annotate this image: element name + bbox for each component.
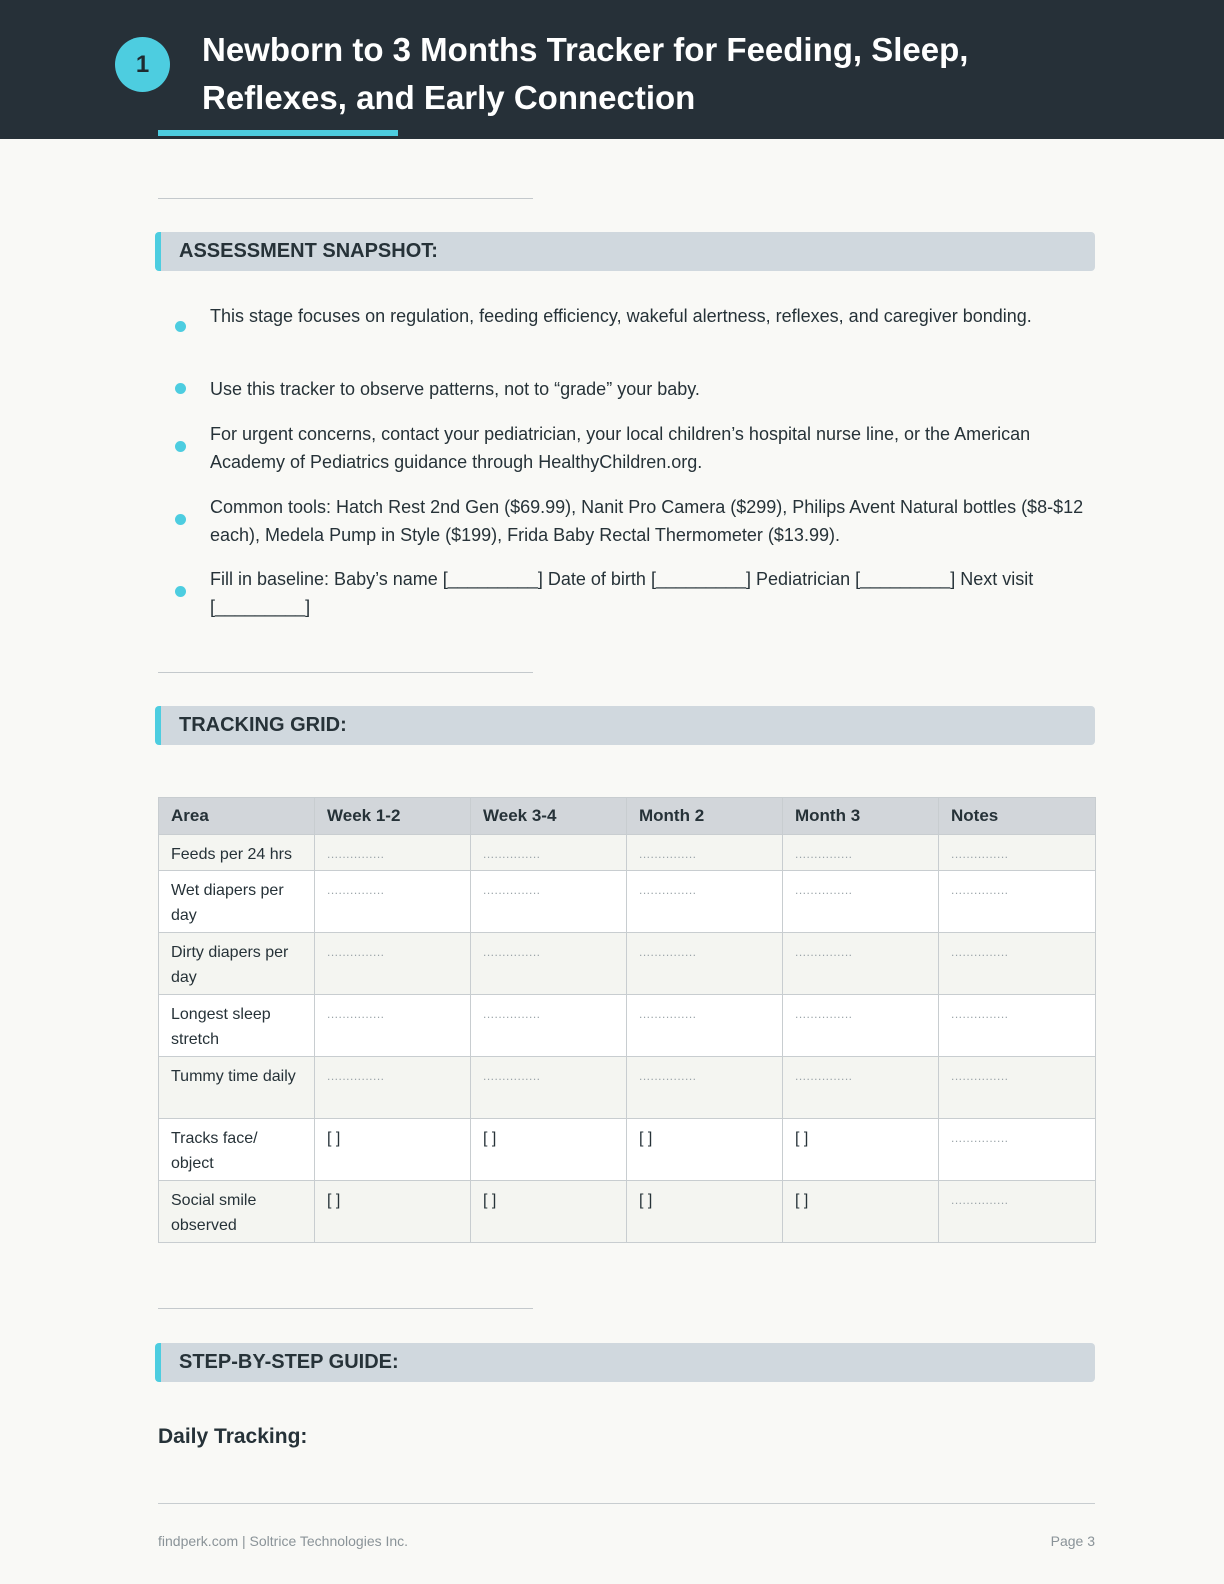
section-heading-snapshot: ASSESSMENT SNAPSHOT:	[155, 232, 1095, 271]
fill-in-cell[interactable]: ...............	[783, 835, 939, 871]
table-row	[159, 1181, 1096, 1243]
notes-cell[interactable]: ...............	[939, 995, 1096, 1057]
list-item: Fill in baseline: Baby’s name [_________] Date of birth [_________] Pediatrician [_________] Next visit [_________]	[210, 569, 1034, 617]
column-header-month-2: Month 2	[627, 798, 783, 835]
section-heading-tracking-grid: TRACKING GRID:	[155, 706, 1095, 745]
fill-in-cell[interactable]: ...............	[783, 995, 939, 1057]
row-label: Dirty diapers per day	[159, 933, 315, 995]
list-item: This stage focuses on regulation, feeding efficiency, wakeful alertness, reflexes, and caregiver bonding.	[210, 306, 1032, 326]
notes-cell[interactable]: ...............	[939, 1119, 1096, 1181]
title-accent-underline	[158, 130, 398, 136]
fill-in-cell[interactable]: ...............	[471, 835, 627, 871]
checkbox-cell[interactable]: [ ]	[783, 1119, 939, 1181]
notes-cell[interactable]: ...............	[939, 871, 1096, 933]
notes-cell[interactable]: ...............	[939, 835, 1096, 871]
column-header-week-1-2: Week 1-2	[315, 798, 471, 835]
fill-in-cell[interactable]: ...............	[783, 1057, 939, 1119]
table-row	[159, 995, 1096, 1057]
row-label: Social smile observed	[159, 1181, 315, 1243]
page-header	[0, 0, 1224, 139]
footer-divider	[158, 1503, 1095, 1504]
row-label: Longest sleep stretch	[159, 995, 315, 1057]
fill-in-cell[interactable]: ...............	[627, 1057, 783, 1119]
column-header-month-3: Month 3	[783, 798, 939, 835]
checkbox-cell[interactable]: [ ]	[471, 1119, 627, 1181]
bullet-dot-icon	[175, 514, 186, 525]
daily-tracking-subheading: Daily Tracking:	[158, 1425, 308, 1448]
list-item: Common tools: Hatch Rest 2nd Gen ($69.99), Nanit Pro Camera ($299), Philips Avent Natural bottles ($8-$12 each), Medela Pump in Style ($199), Frida Baby Rectal Thermometer ($13.99).	[210, 497, 1084, 545]
bullet-dot-icon	[175, 321, 186, 332]
column-header-area: Area	[159, 798, 315, 835]
section-divider	[158, 198, 533, 199]
fill-in-cell[interactable]: ...............	[315, 835, 471, 871]
section-divider	[158, 1308, 533, 1309]
bullet-dot-icon	[175, 383, 186, 394]
bullet-dot-icon	[175, 586, 186, 597]
notes-cell[interactable]: ...............	[939, 1057, 1096, 1119]
checkbox-cell[interactable]: [ ]	[627, 1119, 783, 1181]
fill-in-cell[interactable]: ...............	[627, 933, 783, 995]
checkbox-cell[interactable]: [ ]	[471, 1181, 627, 1243]
table-row	[159, 1119, 1096, 1181]
fill-in-cell[interactable]: ...............	[471, 933, 627, 995]
fill-in-cell[interactable]: ...............	[627, 871, 783, 933]
list-item: For urgent concerns, contact your pediatrician, your local children’s hospital nurse line, or the American Academy of Pediatrics guidance through HealthyChildren.org.	[210, 424, 1031, 472]
fill-in-cell[interactable]: ...............	[315, 995, 471, 1057]
section-heading-step-by-step-guide: STEP-BY-STEP GUIDE:	[155, 1343, 1095, 1382]
fill-in-cell[interactable]: ...............	[471, 871, 627, 933]
list-item: Use this tracker to observe patterns, not to “grade” your baby.	[210, 379, 700, 399]
table-row	[159, 835, 1096, 871]
table-row	[159, 1057, 1096, 1119]
fill-in-cell[interactable]: ...............	[783, 871, 939, 933]
page-number: Page 3	[1050, 1533, 1095, 1549]
notes-cell[interactable]: ...............	[939, 933, 1096, 995]
bullet-dot-icon	[175, 441, 186, 452]
checkbox-cell[interactable]: [ ]	[315, 1119, 471, 1181]
fill-in-cell[interactable]: ...............	[315, 871, 471, 933]
fill-in-cell[interactable]: ...............	[315, 1057, 471, 1119]
row-label: Wet diapers per day	[159, 871, 315, 933]
row-label: Feeds per 24 hrs	[159, 835, 315, 871]
notes-cell[interactable]: ...............	[939, 1181, 1096, 1243]
fill-in-cell[interactable]: ...............	[627, 835, 783, 871]
checkbox-cell[interactable]: [ ]	[783, 1181, 939, 1243]
column-header-notes: Notes	[939, 798, 1096, 835]
row-label: Tracks face/ object	[159, 1119, 315, 1181]
fill-in-cell[interactable]: ...............	[471, 1057, 627, 1119]
checkbox-cell[interactable]: [ ]	[315, 1181, 471, 1243]
column-header-week-3-4: Week 3-4	[471, 798, 627, 835]
table-row	[159, 933, 1096, 995]
table-row	[159, 871, 1096, 933]
table-header-row	[159, 798, 1096, 835]
fill-in-cell[interactable]: ...............	[315, 933, 471, 995]
row-label: Tummy time daily	[159, 1057, 315, 1119]
chapter-number-badge: 1	[115, 37, 170, 92]
footer-source: findperk.com | Soltrice Technologies Inc.	[158, 1533, 409, 1549]
fill-in-cell[interactable]: ...............	[783, 933, 939, 995]
section-divider	[158, 672, 533, 673]
fill-in-cell[interactable]: ...............	[627, 995, 783, 1057]
checkbox-cell[interactable]: [ ]	[627, 1181, 783, 1243]
tracking-grid-table	[158, 797, 1096, 1243]
fill-in-cell[interactable]: ...............	[471, 995, 627, 1057]
page-title: Newborn to 3 Months Tracker for Feeding, Sleep, Reflexes, and Early Connection	[202, 31, 969, 116]
